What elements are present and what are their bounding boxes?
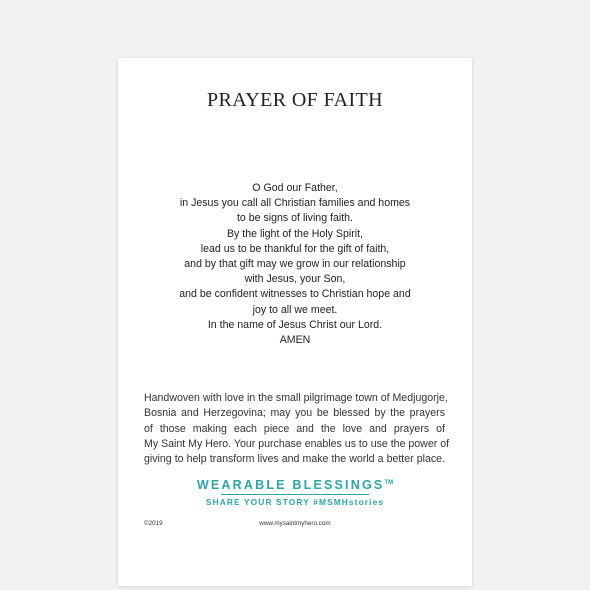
description-line: giving to help transform lives and make the world a better place. bbox=[144, 453, 445, 466]
prayer-line: In the name of Jesus Christ our Lord. bbox=[207, 318, 383, 331]
description-line: of those making each piece and the love and prayers of bbox=[144, 422, 445, 435]
website-url: www.mysaintmyhero.com bbox=[259, 520, 331, 527]
prayer-line: in Jesus you call all Christian families and homes bbox=[179, 197, 411, 210]
prayer-text bbox=[118, 181, 472, 348]
brand-tagline: SHARE YOUR STORY #MSMHstories bbox=[205, 497, 385, 508]
brand-name bbox=[118, 475, 472, 493]
prayer-line: to be signs of living faith. bbox=[236, 212, 353, 225]
description-line: Bosnia and Herzegovina; may you be blessed by the prayers bbox=[144, 407, 445, 420]
copyright-text: ©2019 bbox=[144, 520, 163, 527]
brand-block bbox=[118, 475, 472, 508]
prayer-card bbox=[118, 58, 472, 586]
prayer-line: By the light of the Holy Spirit, bbox=[226, 227, 364, 240]
description-line: Handwoven with love in the small pilgrimage town of Medjugorje, bbox=[144, 392, 448, 404]
brand-name-text: WEARABLE BLESSINGS bbox=[196, 478, 385, 493]
prayer-line: lead us to be thankful for the gift of faith, bbox=[200, 242, 390, 255]
prayer-line: and be confident witnesses to Christian hope and bbox=[179, 288, 411, 301]
brand-divider bbox=[221, 494, 369, 495]
description-line: My Saint My Hero. Your purchase enables us to use the power of bbox=[144, 437, 450, 450]
prayer-amen: AMEN bbox=[279, 334, 311, 347]
prayer-line: O God our Father, bbox=[252, 182, 338, 194]
prayer-line: with Jesus, your Son, bbox=[244, 273, 346, 286]
description-paragraph bbox=[144, 391, 450, 467]
prayer-title: PRAYER OF FAITH bbox=[206, 89, 384, 111]
prayer-line: joy to all we meet. bbox=[252, 303, 338, 316]
trademark-mark: TM bbox=[384, 480, 394, 486]
prayer-line: and by that gift may we grow in our relationship bbox=[184, 258, 406, 271]
